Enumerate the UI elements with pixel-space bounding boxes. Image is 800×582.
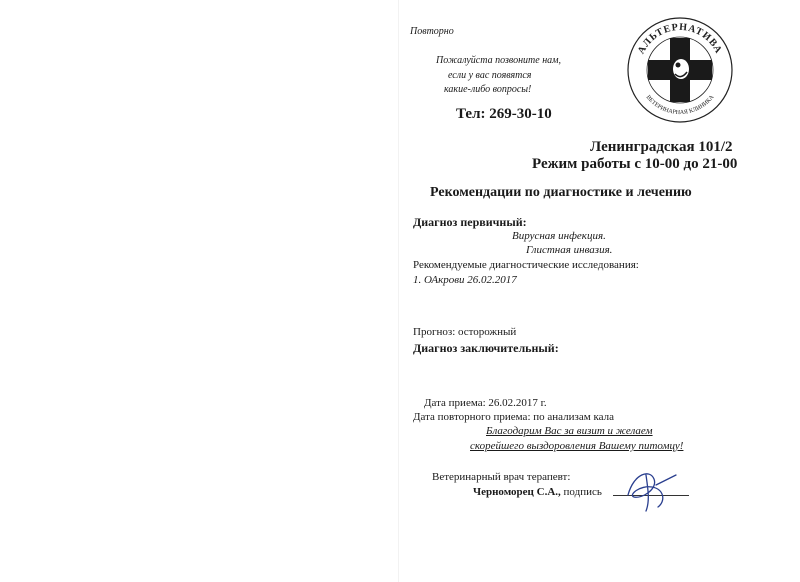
- exam-label: Рекомендуемые диагностические исследования:: [413, 259, 639, 271]
- diagnosis-item: Глистная инвазия.: [526, 244, 613, 256]
- phone-number: Тел: 269-30-10: [456, 106, 552, 122]
- diagnosis-item: Вирусная инфекция.: [512, 230, 606, 242]
- page-fold: [398, 0, 399, 582]
- visit-date: Дата приема: 26.02.2017 г.: [424, 397, 547, 409]
- thanks-line-1: Благодарим Вас за визит и желаем: [486, 425, 653, 437]
- primary-diagnosis-label: Диагноз первичный:: [413, 215, 527, 229]
- clinic-address: Ленинградская 101/2: [590, 139, 733, 155]
- working-hours: Режим работы с 10-00 до 21-00: [532, 156, 738, 172]
- exam-item: 1. ОАкрови 26.02.2017: [413, 274, 517, 286]
- repeat-note: Повторно: [410, 26, 454, 37]
- document-title: Рекомендации по диагностике и лечению: [430, 185, 692, 200]
- vet-name: Черноморец С.А.,: [473, 486, 561, 498]
- logo-bottom-text: ВЕТЕРИНАРНАЯ КЛИНИКА: [644, 94, 716, 117]
- handwritten-signature: [620, 465, 680, 513]
- call-us-line-2: если у вас появятся: [448, 70, 532, 81]
- logo-top-text: АЛЬТЕРНАТИВА: [635, 21, 725, 56]
- vet-signature-line: [473, 486, 602, 498]
- call-us-line-1: Пожалуйста позвоните нам,: [436, 55, 562, 66]
- clinic-logo: [626, 16, 734, 124]
- thanks-line-2: скорейшего выздоровления Вашему питомцу!: [470, 440, 684, 452]
- call-us-line-3: какие-либо вопросы!: [444, 84, 532, 95]
- prognosis: Прогноз: осторожный: [413, 326, 517, 338]
- vet-label: Ветеринарный врач терапевт:: [432, 471, 571, 483]
- signature-label: подпись: [560, 486, 602, 498]
- revisit-date: Дата повторного приема: по анализам кала: [413, 411, 614, 423]
- final-diagnosis-label: Диагноз заключительный:: [413, 341, 559, 355]
